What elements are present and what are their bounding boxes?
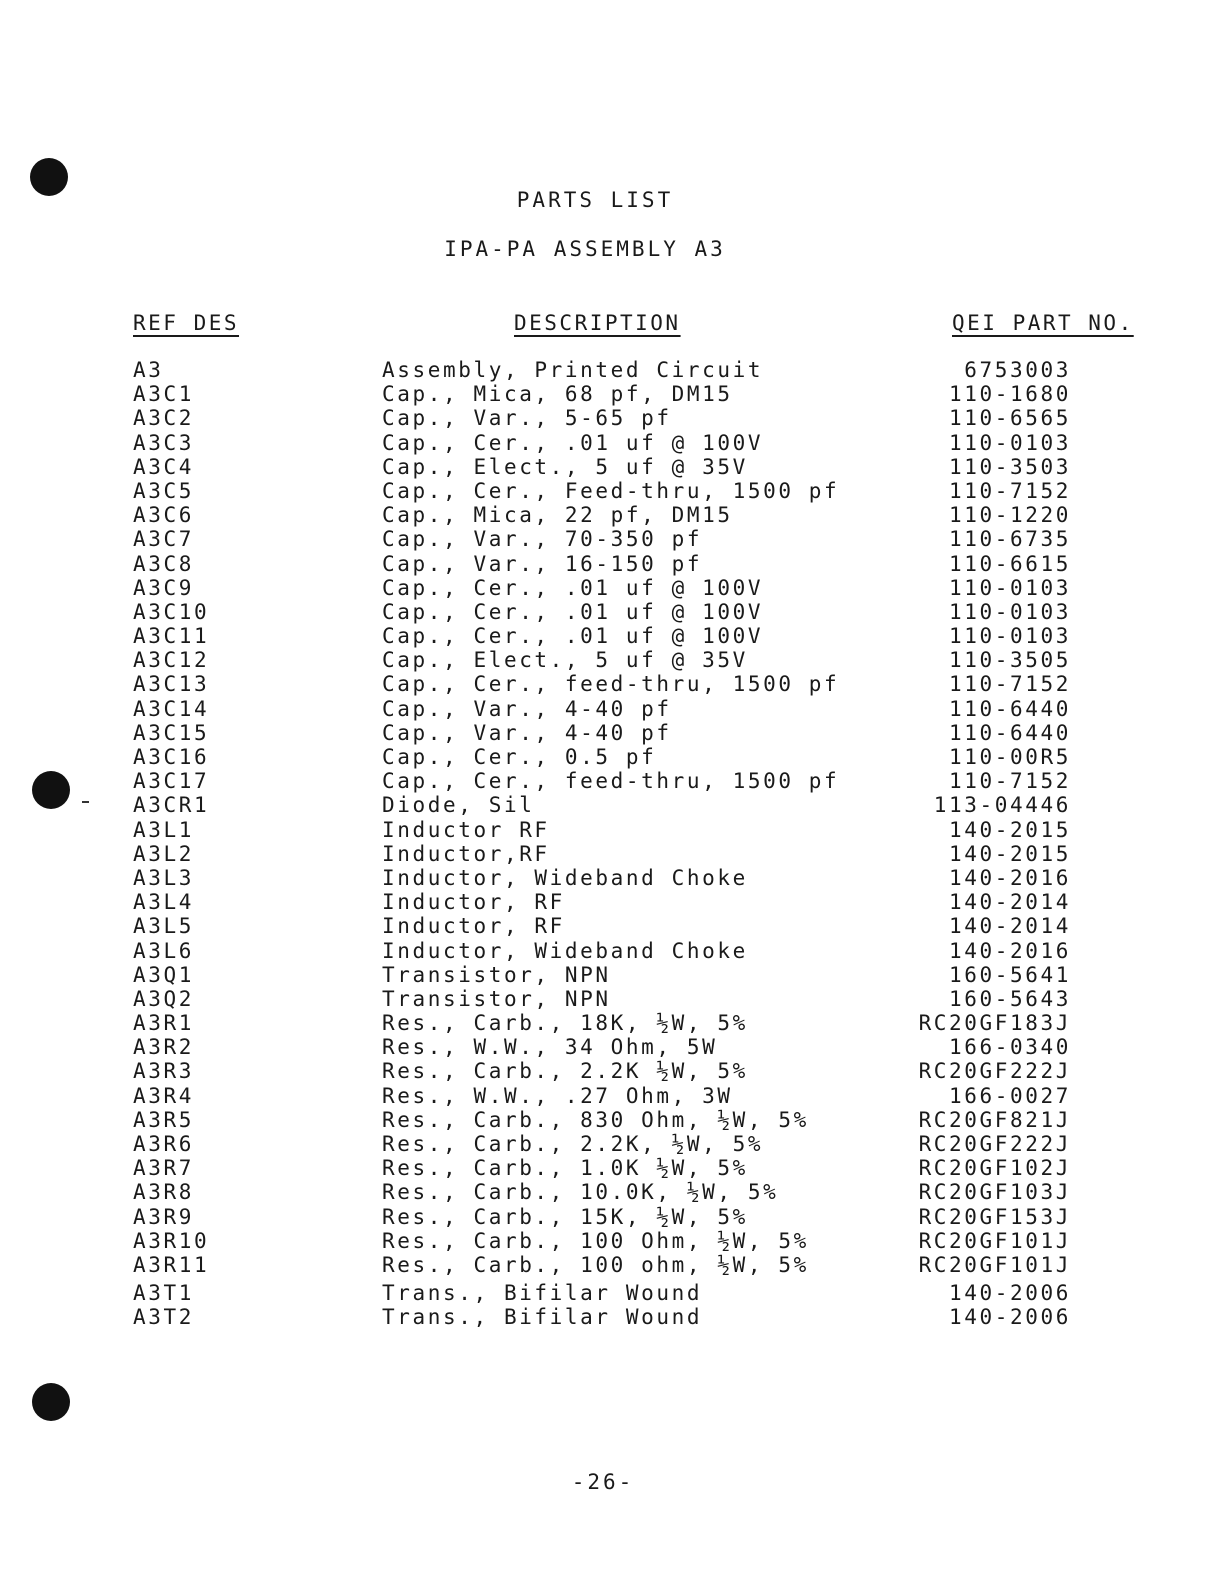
table-row xyxy=(0,527,1206,551)
table-row xyxy=(0,793,1206,817)
description-cell: Trans., Bifilar Wound xyxy=(382,1281,703,1306)
description-cell: Cap., Mica, 22 pf, DM15 xyxy=(382,503,733,528)
ref-des-cell: A3C9 xyxy=(133,575,194,600)
part-number-cell: 110-1220 xyxy=(949,503,1071,528)
ref-des-cell: A3L3 xyxy=(133,865,194,890)
part-number-cell: 140-2016 xyxy=(949,865,1071,890)
table-row xyxy=(0,987,1206,1011)
description-cell: Trans., Bifilar Wound xyxy=(382,1305,703,1330)
ref-des-cell: A3C3 xyxy=(133,430,194,455)
part-number-cell: 110-0103 xyxy=(949,430,1071,455)
ref-des-cell: A3R4 xyxy=(133,1083,194,1108)
description-cell: Diode, Sil xyxy=(382,793,535,818)
part-number-cell: RC20GF101J xyxy=(918,1228,1071,1253)
ref-des-cell: A3C7 xyxy=(133,527,194,552)
description-cell: Res., Carb., 10.0K, ½W, 5% xyxy=(382,1180,779,1205)
table-row xyxy=(0,600,1206,624)
description-cell: Cap., Var., 4-40 pf xyxy=(382,720,672,745)
part-number-cell: 110-6615 xyxy=(949,551,1071,576)
description-cell: Res., Carb., 15K, ½W, 5% xyxy=(382,1204,748,1229)
page-number: -26- xyxy=(571,1470,635,1494)
table-row xyxy=(0,382,1206,406)
table-row xyxy=(0,624,1206,648)
ref-des-cell: A3C16 xyxy=(133,745,210,769)
description-cell: Cap., Cer., .01 uf @ 100V xyxy=(382,599,764,624)
description-cell: Cap., Var., 5-65 pf xyxy=(382,406,672,431)
table-row xyxy=(0,842,1206,866)
description-cell: Cap., Cer., .01 uf @ 100V xyxy=(382,430,764,455)
table-row xyxy=(0,406,1206,430)
ref-des-cell: A3R2 xyxy=(133,1035,194,1060)
ref-des-cell: A3R9 xyxy=(133,1204,194,1229)
ref-des-cell: A3C4 xyxy=(133,454,194,479)
table-row xyxy=(0,1059,1206,1083)
table-row xyxy=(0,552,1206,576)
part-number-cell: 140-2006 xyxy=(949,1281,1071,1306)
column-header-description: DESCRIPTION xyxy=(514,311,681,335)
ref-des-cell: A3R1 xyxy=(133,1011,194,1036)
ref-des-cell: A3C14 xyxy=(133,696,210,721)
column-header-part-no: QEI PART NO. xyxy=(952,311,1134,335)
table-row xyxy=(0,963,1206,987)
part-number-cell: 140-2016 xyxy=(949,938,1071,963)
part-number-cell: 110-0103 xyxy=(949,599,1071,624)
ref-des-cell: A3C1 xyxy=(133,382,194,407)
part-number-cell: RC20GF183J xyxy=(918,1011,1071,1036)
part-number-cell: 160-5643 xyxy=(949,986,1071,1011)
description-cell: Inductor RF xyxy=(382,817,550,842)
table-row xyxy=(0,1132,1206,1156)
description-cell: Res., Carb., 1.0K ½W, 5% xyxy=(382,1156,748,1181)
description-cell: Cap., Cer., feed-thru, 1500 pf xyxy=(382,672,840,697)
description-cell: Cap., Elect., 5 uf @ 35V xyxy=(382,648,748,673)
table-row xyxy=(0,648,1206,672)
part-number-cell: 110-7152 xyxy=(949,769,1071,794)
ref-des-cell: A3C2 xyxy=(133,406,194,431)
description-cell: Cap., Elect., 5 uf @ 35V xyxy=(382,454,748,479)
ref-des-cell: A3C8 xyxy=(133,551,194,576)
description-cell: Cap., Var., 16-150 pf xyxy=(382,551,703,576)
table-row xyxy=(0,1011,1206,1035)
part-number-cell: RC20GF153J xyxy=(918,1204,1071,1229)
ref-des-cell: A3R5 xyxy=(133,1107,194,1132)
part-number-cell: 110-3505 xyxy=(949,648,1071,673)
part-number-cell: 140-2006 xyxy=(949,1305,1071,1330)
part-number-cell: 110-00R5 xyxy=(949,745,1071,769)
description-cell: Res., Carb., 2.2K, ½W, 5% xyxy=(382,1132,764,1156)
part-number-cell: RC20GF222J xyxy=(918,1132,1071,1156)
table-row xyxy=(0,769,1206,793)
ref-des-cell: A3C11 xyxy=(133,624,210,649)
description-cell: Res., Carb., 2.2K ½W, 5% xyxy=(382,1059,748,1084)
description-cell: Cap., Var., 70-350 pf xyxy=(382,527,703,552)
ref-des-cell: A3C5 xyxy=(133,478,194,503)
page-title: PARTS LIST xyxy=(516,188,674,212)
ref-des-cell: A3L1 xyxy=(133,817,194,842)
table-row xyxy=(0,1035,1206,1059)
table-row xyxy=(0,697,1206,721)
page-subtitle: IPA-PA ASSEMBLY A3 xyxy=(444,237,726,261)
ref-des-cell: A3C6 xyxy=(133,503,194,528)
table-row xyxy=(0,431,1206,455)
description-cell: Transistor, NPN xyxy=(382,986,611,1011)
table-row xyxy=(0,1205,1206,1229)
description-cell: Inductor, Wideband Choke xyxy=(382,938,748,963)
description-cell: Cap., Cer., feed-thru, 1500 pf xyxy=(382,769,840,794)
description-cell: Res., Carb., 830 Ohm, ½W, 5% xyxy=(382,1107,809,1132)
description-cell: Res., W.W., .27 Ohm, 3W xyxy=(382,1083,733,1108)
ref-des-cell: A3L2 xyxy=(133,841,194,866)
part-number-cell: 140-2015 xyxy=(949,841,1071,866)
ref-des-cell: A3T2 xyxy=(133,1305,194,1330)
part-number-cell: 110-6440 xyxy=(949,720,1071,745)
ref-des-cell: A3Q2 xyxy=(133,986,194,1011)
description-cell: Inductor, RF xyxy=(382,890,565,915)
column-header-ref-des: REF DES xyxy=(133,311,240,335)
table-row xyxy=(0,818,1206,842)
table-row xyxy=(0,576,1206,600)
part-number-cell: 110-6735 xyxy=(949,527,1071,552)
part-number-cell: RC20GF101J xyxy=(918,1252,1071,1277)
ref-des-cell: A3R11 xyxy=(133,1252,210,1277)
ref-des-cell: A3L4 xyxy=(133,890,194,915)
table-row xyxy=(0,672,1206,696)
table-row xyxy=(0,745,1206,769)
part-number-cell: 110-6565 xyxy=(949,406,1071,431)
ref-des-cell: A3 xyxy=(133,358,164,382)
table-row xyxy=(0,866,1206,890)
ref-des-cell: A3L6 xyxy=(133,938,194,963)
ref-des-cell: A3C17 xyxy=(133,769,210,794)
part-number-cell: 110-7152 xyxy=(949,478,1071,503)
ref-des-cell: A3Q1 xyxy=(133,962,194,987)
table-row xyxy=(0,1156,1206,1180)
description-cell: Cap., Cer., 0.5 pf xyxy=(382,745,657,769)
table-row xyxy=(0,914,1206,938)
part-number-cell: RC20GF222J xyxy=(918,1059,1071,1084)
description-cell: Res., Carb., 100 ohm, ½W, 5% xyxy=(382,1252,809,1277)
description-cell: Assembly, Printed Circuit xyxy=(382,358,764,382)
table-row xyxy=(0,455,1206,479)
part-number-cell: 110-0103 xyxy=(949,624,1071,649)
table-row xyxy=(0,1281,1206,1305)
table-row xyxy=(0,1253,1206,1277)
ref-des-cell: A3R8 xyxy=(133,1180,194,1205)
ref-des-cell: A3R10 xyxy=(133,1228,210,1253)
part-number-cell: 110-3503 xyxy=(949,454,1071,479)
table-row xyxy=(0,1084,1206,1108)
ref-des-cell: A3R7 xyxy=(133,1156,194,1181)
description-cell: Inductor, RF xyxy=(382,914,565,939)
parts-table xyxy=(0,358,1206,1330)
part-number-cell: 110-0103 xyxy=(949,575,1071,600)
table-row xyxy=(0,1108,1206,1132)
ref-des-cell: A3R3 xyxy=(133,1059,194,1084)
description-cell: Inductor,RF xyxy=(382,841,550,866)
ref-des-cell: A3C12 xyxy=(133,648,210,673)
part-number-cell: 166-0027 xyxy=(949,1083,1071,1108)
ref-des-cell: A3T1 xyxy=(133,1281,194,1306)
description-cell: Res., Carb., 100 Ohm, ½W, 5% xyxy=(382,1228,809,1253)
description-cell: Inductor, Wideband Choke xyxy=(382,865,748,890)
table-row xyxy=(0,479,1206,503)
part-number-cell: 140-2014 xyxy=(949,914,1071,939)
ref-des-cell: A3C10 xyxy=(133,599,210,624)
ref-des-cell: A3C13 xyxy=(133,672,210,697)
part-number-cell: RC20GF821J xyxy=(918,1107,1071,1132)
part-number-cell: 113-04446 xyxy=(933,793,1071,818)
part-number-cell: 110-1680 xyxy=(949,382,1071,407)
part-number-cell: 110-7152 xyxy=(949,672,1071,697)
part-number-cell: 140-2014 xyxy=(949,890,1071,915)
part-number-cell: 110-6440 xyxy=(949,696,1071,721)
ref-des-cell: A3CR1 xyxy=(133,793,210,818)
table-row xyxy=(0,1229,1206,1253)
table-row xyxy=(0,890,1206,914)
table-row xyxy=(0,503,1206,527)
description-cell: Res., W.W., 34 Ohm, 5W xyxy=(382,1035,718,1060)
description-cell: Cap., Mica, 68 pf, DM15 xyxy=(382,382,733,407)
description-cell: Cap., Var., 4-40 pf xyxy=(382,696,672,721)
description-cell: Cap., Cer., Feed-thru, 1500 pf xyxy=(382,478,840,503)
ref-des-cell: A3R6 xyxy=(133,1132,194,1156)
table-row xyxy=(0,721,1206,745)
table-row xyxy=(0,358,1206,382)
table-row xyxy=(0,1305,1206,1329)
description-cell: Res., Carb., 18K, ½W, 5% xyxy=(382,1011,748,1036)
part-number-cell: 6753003 xyxy=(964,358,1071,382)
part-number-cell: RC20GF102J xyxy=(918,1156,1071,1181)
ref-des-cell: A3L5 xyxy=(133,914,194,939)
description-cell: Cap., Cer., .01 uf @ 100V xyxy=(382,624,764,649)
part-number-cell: 166-0340 xyxy=(949,1035,1071,1060)
ref-des-cell: A3C15 xyxy=(133,720,210,745)
description-cell: Cap., Cer., .01 uf @ 100V xyxy=(382,575,764,600)
description-cell: Transistor, NPN xyxy=(382,962,611,987)
part-number-cell: 140-2015 xyxy=(949,817,1071,842)
table-row xyxy=(0,1180,1206,1204)
part-number-cell: 160-5641 xyxy=(949,962,1071,987)
binder-hole-bottom xyxy=(32,1383,70,1421)
part-number-cell: RC20GF103J xyxy=(918,1180,1071,1205)
table-row xyxy=(0,939,1206,963)
